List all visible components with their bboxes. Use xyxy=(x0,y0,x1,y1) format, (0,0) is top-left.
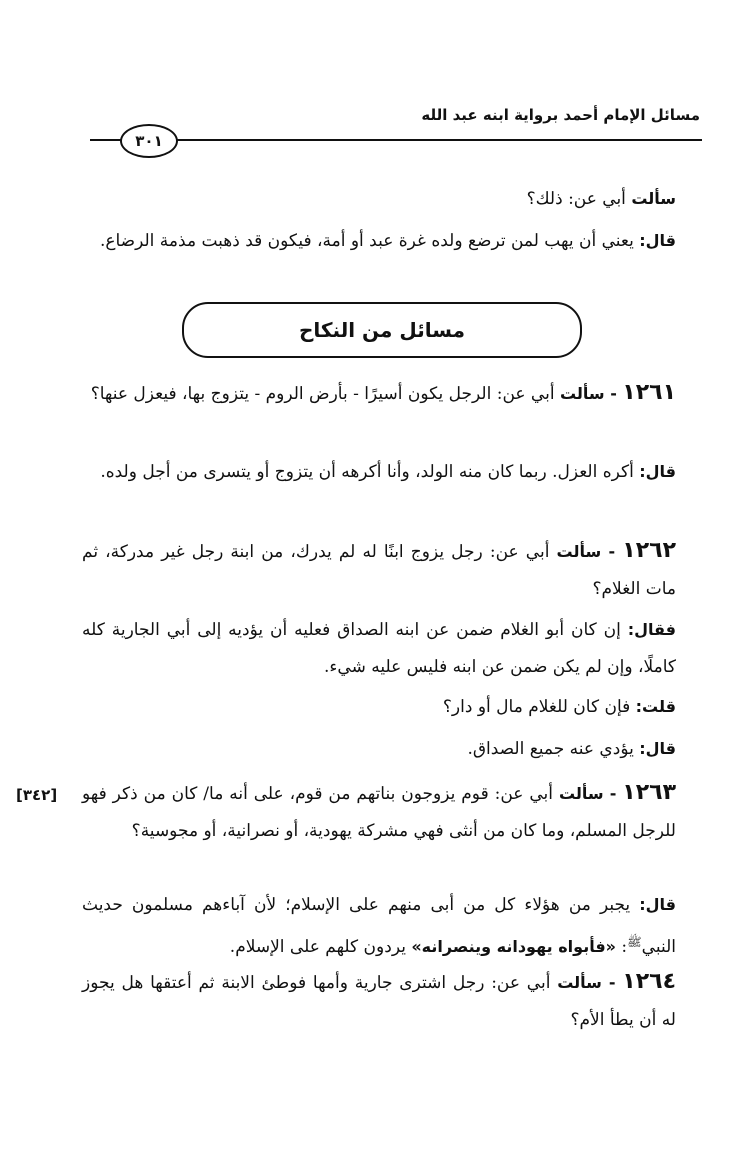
paragraph-question-followup xyxy=(82,180,676,218)
paragraph-text: أبي عن: ذلك؟ xyxy=(526,189,626,209)
page-number: ٣٠١ xyxy=(120,124,178,158)
answer-label: قال: xyxy=(639,895,677,914)
answer-label: فقال: xyxy=(627,620,677,639)
section-title: مسائل من النكاح xyxy=(299,318,465,342)
hadith-quote: «فأبواه يهودانه وينصرانه» xyxy=(411,937,617,956)
question-label: سألت xyxy=(631,189,676,208)
question-label: - سألت xyxy=(558,784,617,803)
issue-1261 xyxy=(82,374,676,413)
header-rule xyxy=(90,139,702,141)
paragraph-text: أبي عن: الرجل يكون أسيرًا - بأرض الروم - يتزوج بها، فيعزل عنها؟ xyxy=(90,384,555,404)
answer-label: قال: xyxy=(639,231,676,250)
answer-1262 xyxy=(82,611,676,686)
answer-label: قال: xyxy=(639,462,676,481)
issue-number: ١٢٦٢ xyxy=(622,538,676,563)
margin-reference: [٣٤٢] xyxy=(16,786,58,804)
issue-number: ١٢٦٤ xyxy=(622,969,677,994)
colon: : xyxy=(621,937,628,957)
paragraph-text: أكره العزل. ربما كان منه الولد، وأنا أكرهه أن يتزوج أو يتسرى من أجل ولده. xyxy=(100,462,634,482)
question-label: - سألت xyxy=(559,384,617,403)
question-label: - سألت xyxy=(557,973,616,992)
paragraph-text: يؤدي عنه جميع الصداق. xyxy=(467,739,634,759)
paragraph-text: أبي عن: قوم يزوجون بناتهم من قوم، على أنه ما/ كان من ذكر فهو للرجل المسلم، وما كان من أنثى فهي مشركة يهودية، أو نصرانية، أو مجوسية؟ xyxy=(82,784,676,841)
followup-answer xyxy=(82,730,676,768)
paragraph-answer xyxy=(82,222,676,260)
issue-number: ١٢٦١ xyxy=(622,380,676,405)
issue-number: ١٢٦٣ xyxy=(622,780,677,805)
issue-1263 xyxy=(82,774,676,850)
issue-1264 xyxy=(82,963,676,1039)
running-header: مسائل الإمام أحمد برواية ابنه عبد الله xyxy=(421,106,700,124)
paragraph-text: فإن كان للغلام مال أو دار؟ xyxy=(442,697,631,717)
issue-1262 xyxy=(82,532,676,608)
answer-label: قال: xyxy=(639,739,676,758)
followup-question xyxy=(82,688,676,726)
paragraph-text: أبي عن: رجل اشترى جارية وأمها فوطئ الابنة ثم أعتقها هل يجوز له أن يطأ الأم؟ xyxy=(82,973,676,1030)
answer-1263 xyxy=(82,886,676,966)
paragraph-text: يجبر من هؤلاء كل من أبى منهم على الإسلام؛ لأن آباءهم مسلمون حديث النبي xyxy=(82,895,676,957)
section-heading-box xyxy=(182,302,582,358)
paragraph-text: أبي عن: رجل يزوج ابنًا له لم يدرك، من ابنة رجل غير مدركة، ثم مات الغلام؟ xyxy=(82,542,676,599)
paragraph-text: إن كان أبو الغلام ضمن عن ابنه الصداق فعليه أن يؤديه إلى أبي الجارية كله كاملًا، وإن لم يكن ضمن عن ابنه فليس عليه شيء. xyxy=(82,620,676,677)
said-i-label: قلت: xyxy=(635,697,676,716)
honorific-symbol: ﷺ xyxy=(627,935,642,949)
answer-1261 xyxy=(82,453,676,491)
paragraph-text: يردون كلهم على الإسلام. xyxy=(229,937,406,957)
paragraph-text: يعني أن يهب لمن ترضع ولده غرة عبد أو أمة، فيكون قد ذهبت مذمة الرضاع. xyxy=(99,231,634,251)
question-label: - سألت xyxy=(556,542,616,561)
